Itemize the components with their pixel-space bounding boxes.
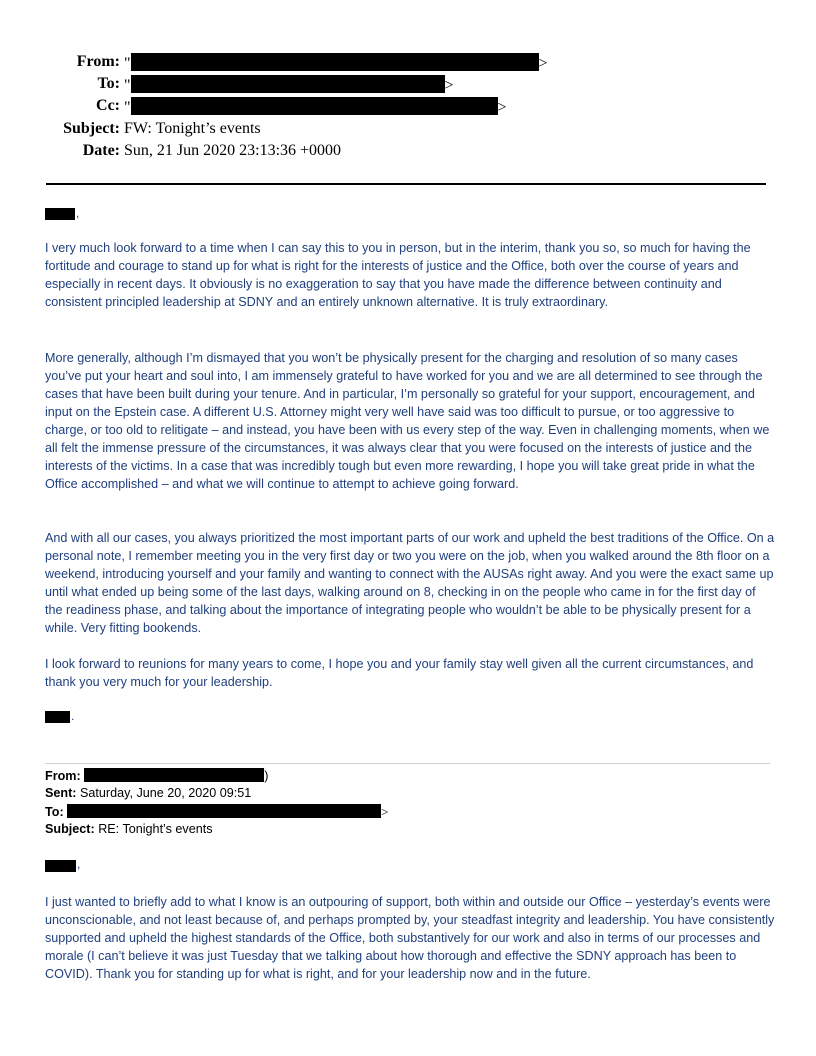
redaction-block	[131, 53, 539, 71]
redaction-block	[84, 768, 264, 782]
body-paragraph-3: And with all our cases, you always prioritized the most important parts of our work and upheld the best traditions of the Office. On a personal note, I remember meeting you in the very first day or two you were on the job, when you walked around the 8th floor on a weekend, introducing yourself and your family and wanting to connect with the AUSAs right away. And you were the exact same up until what ended up being some of the last days, walking around on 8, checking in on the people who came in for the first day of the readiness phase, and talking about the importance of integrating people who wouldn’t be able to be physically present for a while. Very fitting bookends.	[45, 531, 775, 635]
greeting-comma: ,	[76, 206, 80, 220]
date-value: Sun, 21 Jun 2020 23:13:36 +0000	[124, 142, 342, 159]
fwd-body-paragraph-1: I just wanted to briefly add to what I know is an outpouring of support, both within and outside our Office – yesterday’s events were unconscionable, and not least because of, and perhaps prompted by, your steadfast integrity and leadership. You have consistently supported and upheld the highest standards of the Office, both substantively for our work and also in terms of our processes and morale (I can’t believe it was just Tuesday that we talking about how thorough and effective the SDNY approach has been to COVID). Thank you for standing up for what is right, and for your leadership now and in the future.	[45, 895, 775, 981]
fwd-sent-label: Sent:	[45, 786, 77, 800]
header-date-row	[0, 142, 816, 162]
fwd-to-row	[45, 804, 775, 822]
header-subject-row	[0, 120, 816, 140]
fwd-to-close: >	[381, 805, 389, 819]
fwd-sent-row	[45, 786, 775, 804]
subject-label: Subject:	[63, 120, 120, 137]
redaction-block	[131, 75, 445, 93]
fwd-from-row	[45, 768, 775, 786]
fwd-from-close: )	[264, 769, 269, 783]
from-label: From:	[76, 53, 120, 70]
signoff-redaction	[45, 711, 70, 723]
body-paragraph-2: More generally, although I’m dismayed that you won’t be physically present for the charging and resolution of so many cases you’ve put your heart and soul into, I am immensely grateful to have worked for you and we are all determined to see through the cases that have been built during your tenure. And in particular, I’m personally so grateful for your support, encouragement, and input on the Epstein case. A different U.S. Attorney might very well have said was too difficult to pursue, or too aggressive to charge, or too old to relitigate – and instead, you have been with us every step of the way. Even in challenging moments, when we all felt the immense pressure of the circumstances, it was always clear that you were focused on the interests of justice and the interests of the victims. In a case that was incredibly tough but even more rewarding, I hope you will take great pride in what the Office accomplished – and what we will continue to attempt to achieve going forward.	[45, 351, 770, 491]
fwd-greeting-comma: ,	[77, 857, 81, 871]
fwd-sent-value: Saturday, June 20, 2020 09:51	[79, 786, 252, 800]
date-label: Date:	[82, 142, 120, 159]
header-cc-row	[0, 97, 816, 117]
to-value: " >	[124, 77, 454, 94]
signoff-period: .	[71, 709, 75, 723]
fwd-subject-value: RE: Tonight’s events	[98, 822, 213, 836]
redaction-block	[67, 804, 381, 818]
subject-value: FW: Tonight’s events	[124, 120, 261, 137]
redaction-block	[131, 97, 498, 115]
greeting-redaction	[45, 208, 75, 220]
forward-divider	[45, 763, 770, 764]
fwd-from-label: From:	[45, 769, 81, 783]
fwd-subject-label: Subject:	[45, 822, 95, 836]
header-from-row	[0, 53, 816, 73]
to-label: To:	[97, 75, 120, 92]
cc-value: " >	[124, 99, 507, 116]
fwd-subject-row	[45, 822, 775, 840]
fwd-to-label: To:	[45, 805, 64, 819]
body-paragraph-4: I look forward to reunions for many years to come, I hope you and your family stay well given all the current circumstances, and thank you very much for your leadership.	[45, 657, 754, 689]
from-value: " >	[124, 55, 548, 72]
header-divider	[46, 183, 766, 185]
header-to-row	[0, 75, 816, 95]
body-paragraph-1: I very much look forward to a time when I can say this to you in person, but in the interim, thank you so, so much for having the fortitude and courage to stand up for what is right for the interests of justice and the Office, both over the course of years and especially in recent days. It obviously is no exaggeration to say that you have made the difference between continuity and consistent principled leadership at SDNY and an entirely unknown alternative. It is truly extraordinary.	[45, 241, 751, 309]
fwd-greeting-redaction	[45, 860, 76, 872]
cc-label: Cc:	[96, 97, 120, 114]
